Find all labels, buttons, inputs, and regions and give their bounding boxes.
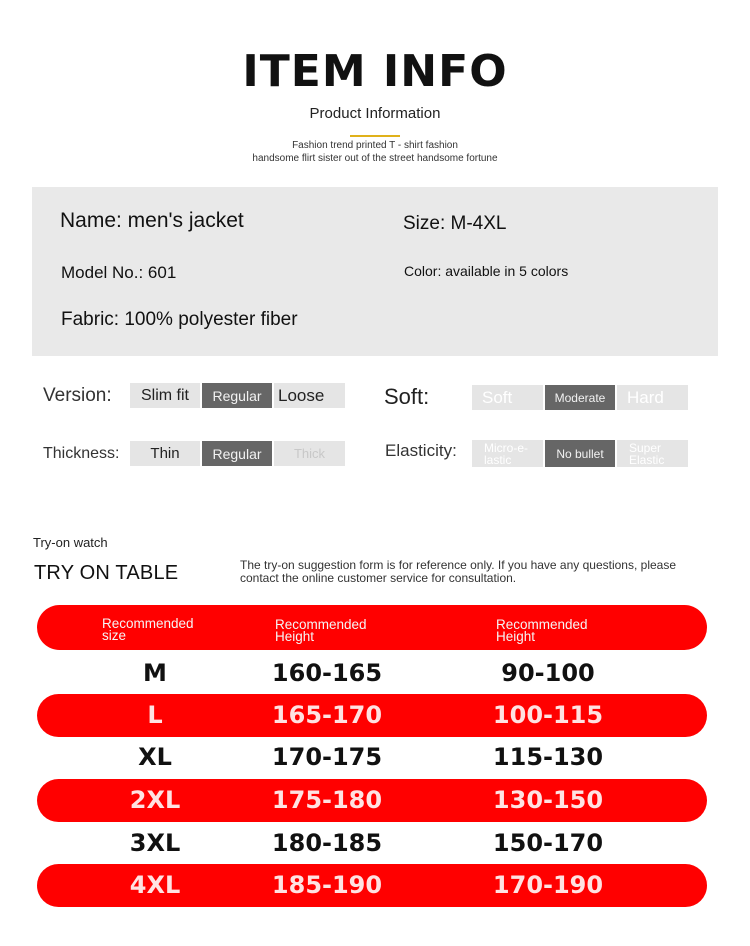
table-row [37,864,707,907]
thickness-options [130,441,345,466]
size-table-header [37,605,707,650]
soft-option-hard: Hard [617,385,688,410]
cell-height: 170-175 [271,743,383,771]
cell-height-2: 150-170 [492,829,604,857]
cell-height: 180-185 [271,829,383,857]
cell-size: L [147,701,163,729]
tryon-title: TRY ON TABLE [34,562,179,584]
cell-height-2: 100-115 [492,701,604,729]
page-subtitle: Product Information [309,105,441,122]
soft-option-moderate: Moderate [545,385,615,410]
thickness-option-regular: Regular [202,441,272,466]
elasticity-option-micro-elastic: Micro-e- lastic [472,440,543,467]
thickness-label: Thickness: [43,445,120,462]
header-recommended-size: Recommended size [102,616,194,643]
header-recommended-height-1: Recommended Height [275,617,367,644]
table-row [37,779,707,822]
cell-size: M [143,659,167,687]
version-option-slim-fit: Slim fit [130,383,200,408]
version-label: Version: [43,385,112,406]
cell-height: 175-180 [271,786,383,814]
cell-height-2: 130-150 [492,786,604,814]
cell-size: 4XL [129,871,181,899]
cell-height: 165-170 [271,701,383,729]
thickness-option-thin: Thin [130,441,200,466]
version-option-regular: Regular [202,383,272,408]
table-row [37,652,707,695]
cell-height-2: 170-190 [492,871,604,899]
soft-option-soft: Soft [472,385,543,410]
elasticity-option-no-bullet: No bullet [545,440,615,467]
thickness-option-thick: Thick [274,441,345,466]
page-title: ITEM INFO [242,46,508,97]
header-recommended-height-2: Recommended Height [496,617,588,644]
product-size: Size: M-4XL [403,213,507,234]
soft-label: Soft: [384,384,430,409]
table-row [37,736,707,779]
description-line-1: Fashion trend printed T - shirt fashion [292,140,458,151]
tryon-note: The try-on suggestion form is for reference only. If you have any questions, please contact the online customer service for consultation. [240,558,677,585]
version-options [130,383,345,408]
cell-height: 160-165 [271,659,383,687]
tryon-label: Try-on watch [33,535,108,550]
product-model: Model No.: 601 [61,263,177,282]
table-row [37,694,707,737]
product-color: Color: available in 5 colors [404,263,569,279]
divider [350,135,400,137]
soft-options [472,385,688,410]
elasticity-label: Elasticity: [385,441,457,460]
product-fabric: Fabric: 100% polyester fiber [61,309,298,330]
table-row [37,822,707,865]
description-line-2: handsome flirt sister out of the street handsome fortune [252,153,498,164]
cell-height: 185-190 [271,871,383,899]
cell-height-2: 115-130 [492,743,604,771]
elasticity-option-super-elastic: Super Elastic [617,440,688,467]
version-option-loose: Loose [274,383,345,408]
cell-size: 3XL [129,829,181,857]
cell-size: 2XL [129,786,181,814]
product-name: Name: men's jacket [60,209,244,232]
cell-height-2: 90-100 [501,659,595,687]
elasticity-options [472,440,688,467]
cell-size: XL [138,743,172,771]
